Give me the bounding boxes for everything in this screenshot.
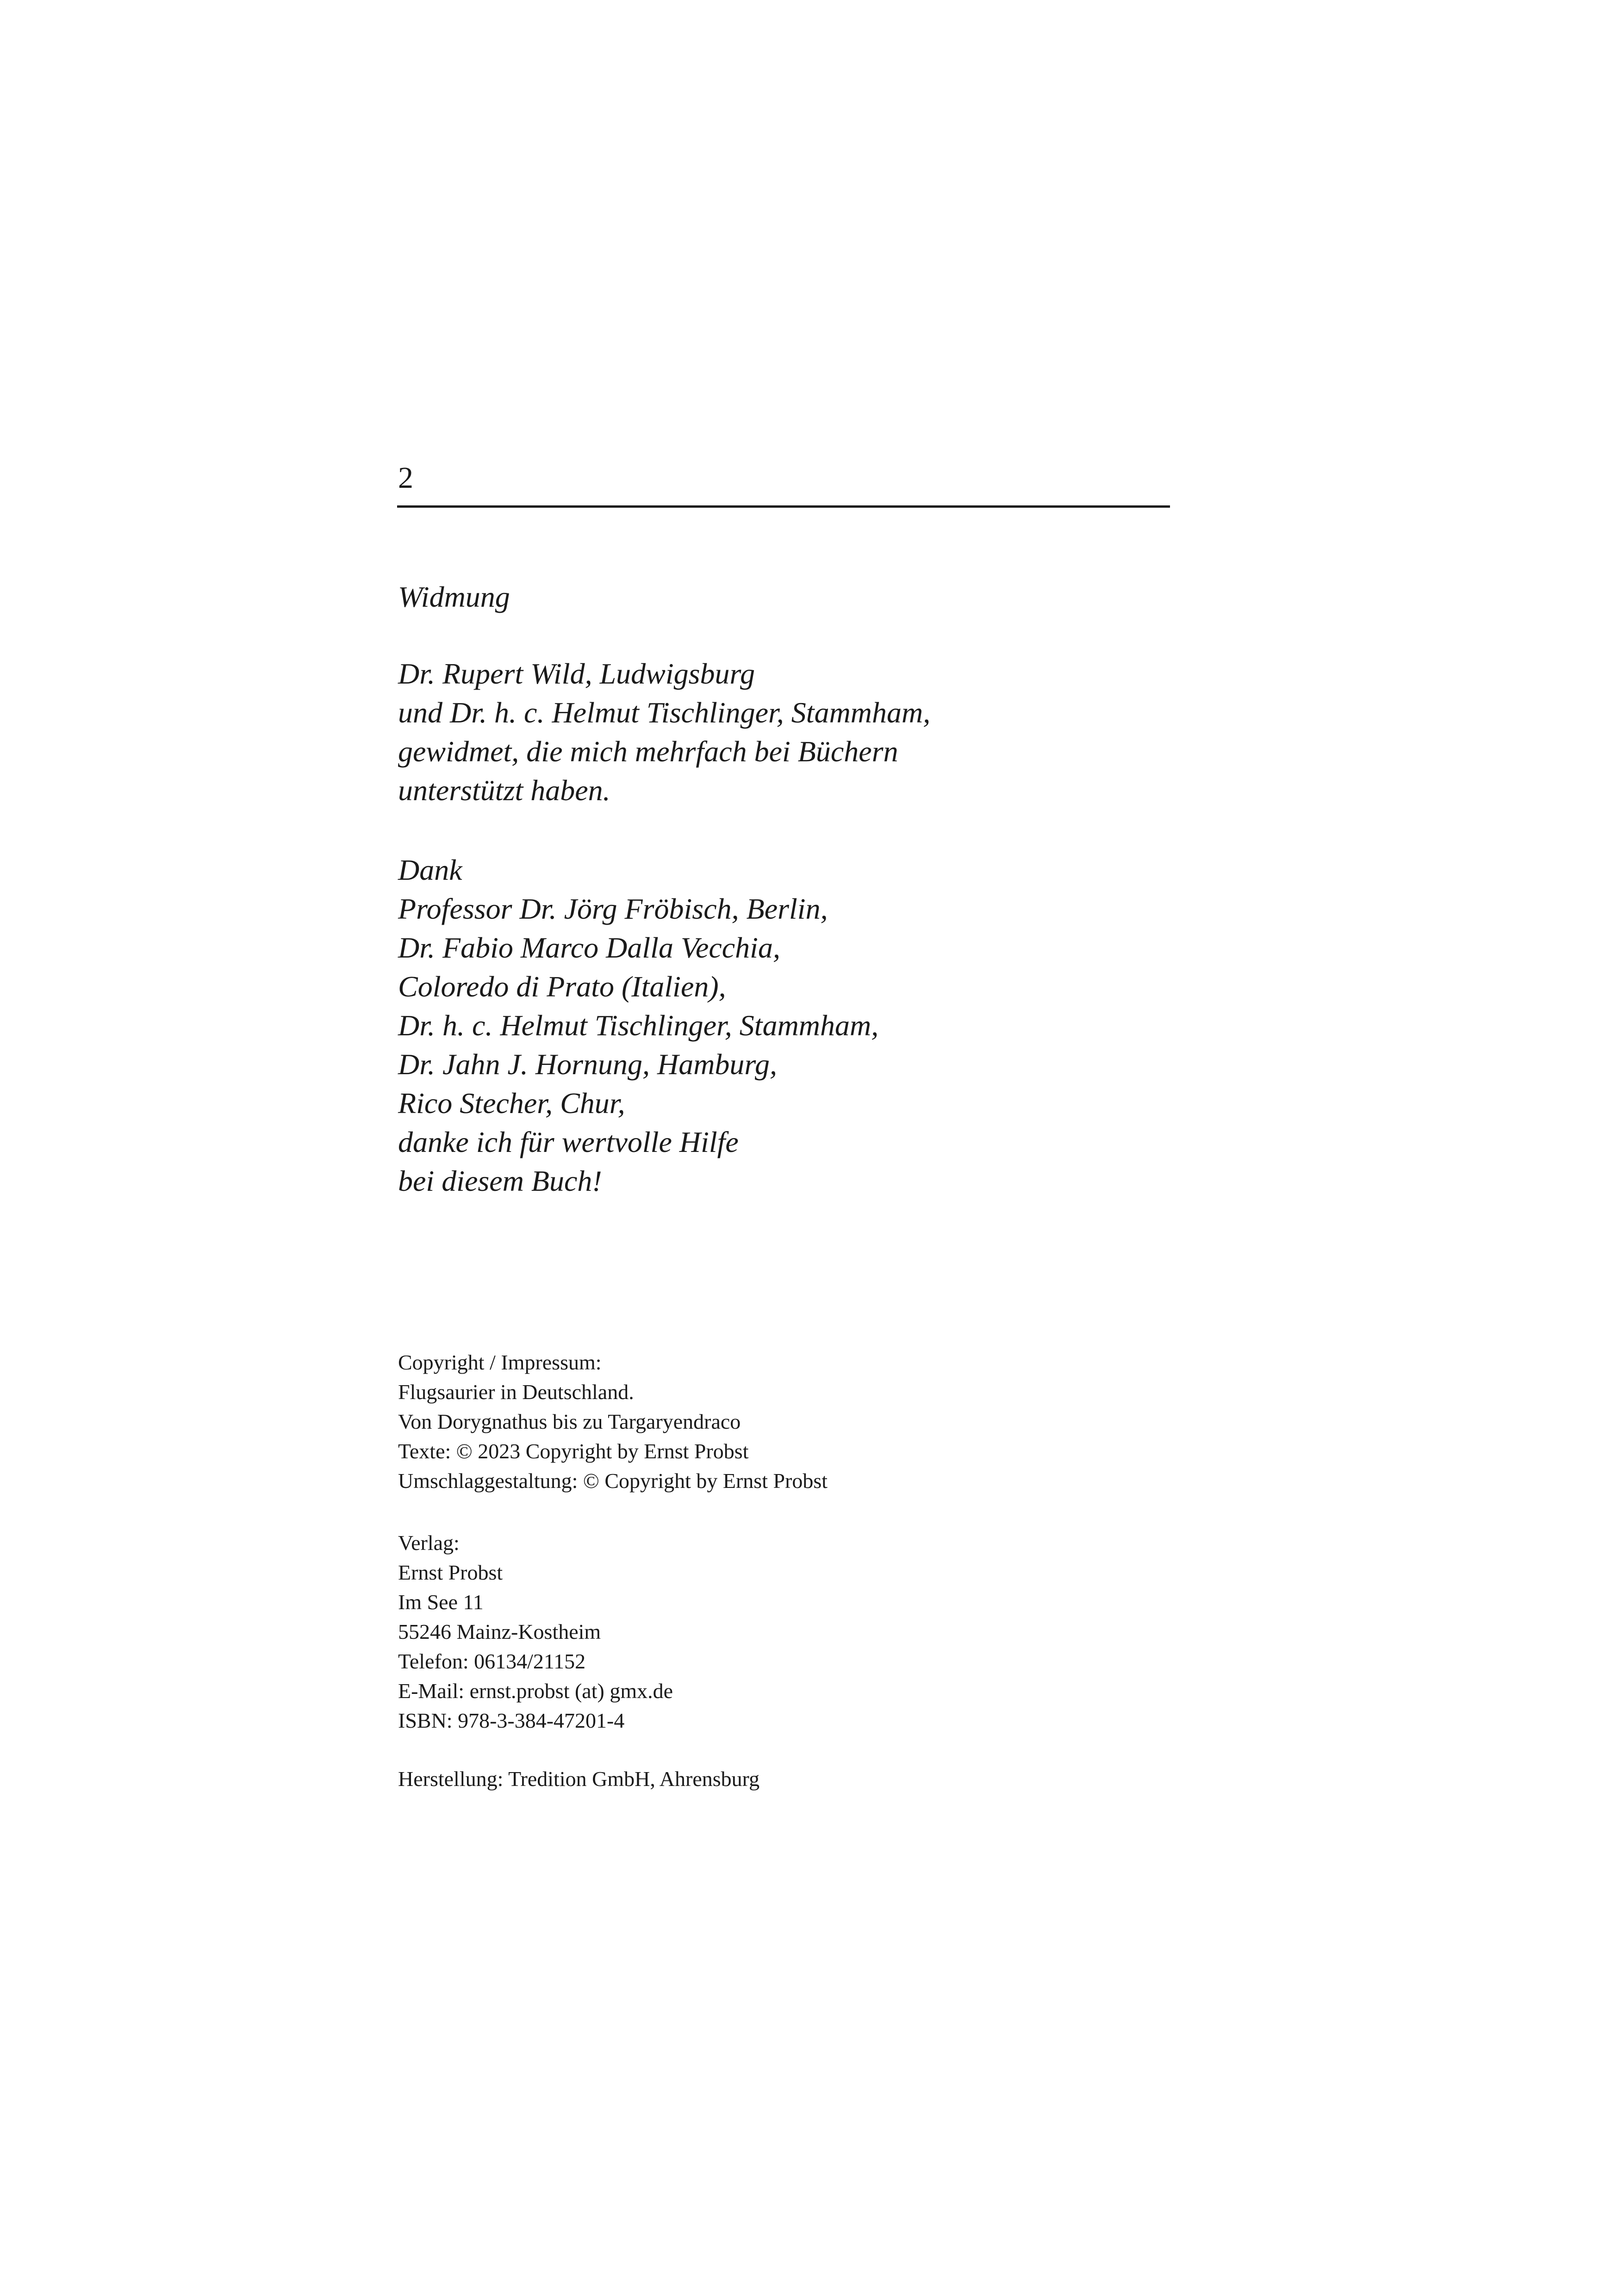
verlag-line: Im See 11 [398,1590,484,1614]
widmung-heading-text: Widmung [398,580,510,613]
impressum-line: Copyright / Impressum: [398,1350,602,1374]
header-rule [397,505,1170,508]
verlag-line: E-Mail: ernst.probst (at) gmx.de [398,1679,673,1703]
verlag-line: Verlag: [398,1531,460,1555]
impressum-line: Umschlaggestaltung: © Copyright by Ernst Probst [398,1469,828,1493]
widmung-line: Dr. Rupert Wild, Ludwigsburg [398,657,755,690]
widmung-text [398,654,930,810]
dank-text [398,851,878,1201]
page-number: 2 [398,461,413,495]
impressum-block [398,1348,828,1496]
widmung-line: und Dr. h. c. Helmut Tischlinger, Stammham, [398,696,931,729]
impressum-line: Flugsaurier in Deutschland. [398,1380,634,1404]
dank-line: Professor Dr. Jörg Fröbisch, Berlin, [398,892,828,925]
verlag-block [398,1528,673,1736]
dank-line: bei diesem Buch! [398,1164,602,1197]
dank-line: danke ich für wertvolle Hilfe [398,1126,739,1158]
herstellung-block [398,1764,759,1794]
dank-line: Dr. h. c. Helmut Tischlinger, Stammham, [398,1009,879,1042]
dank-line: Rico Stecher, Chur, [398,1087,625,1120]
widmung-heading [398,578,510,616]
verlag-line: ISBN: 978-3-384-47201-4 [398,1709,625,1732]
dank-line: Dr. Fabio Marco Dalla Vecchia, [398,931,780,964]
dank-line: Dr. Jahn J. Hornung, Hamburg, [398,1048,777,1081]
dank-heading: Dank [398,853,462,886]
widmung-line: unterstützt haben. [398,774,610,807]
impressum-line: Texte: © 2023 Copyright by Ernst Probst [398,1439,749,1463]
verlag-line: Telefon: 06134/21152 [398,1649,586,1673]
dank-line: Coloredo di Prato (Italien), [398,970,726,1003]
herstellung-line: Herstellung: Tredition GmbH, Ahrensburg [398,1767,760,1791]
verlag-line: Ernst Probst [398,1561,503,1584]
widmung-line: gewidmet, die mich mehrfach bei Büchern [398,735,898,768]
impressum-line: Von Dorygnathus bis zu Targaryendraco [398,1410,741,1433]
verlag-line: 55246 Mainz-Kostheim [398,1620,601,1643]
